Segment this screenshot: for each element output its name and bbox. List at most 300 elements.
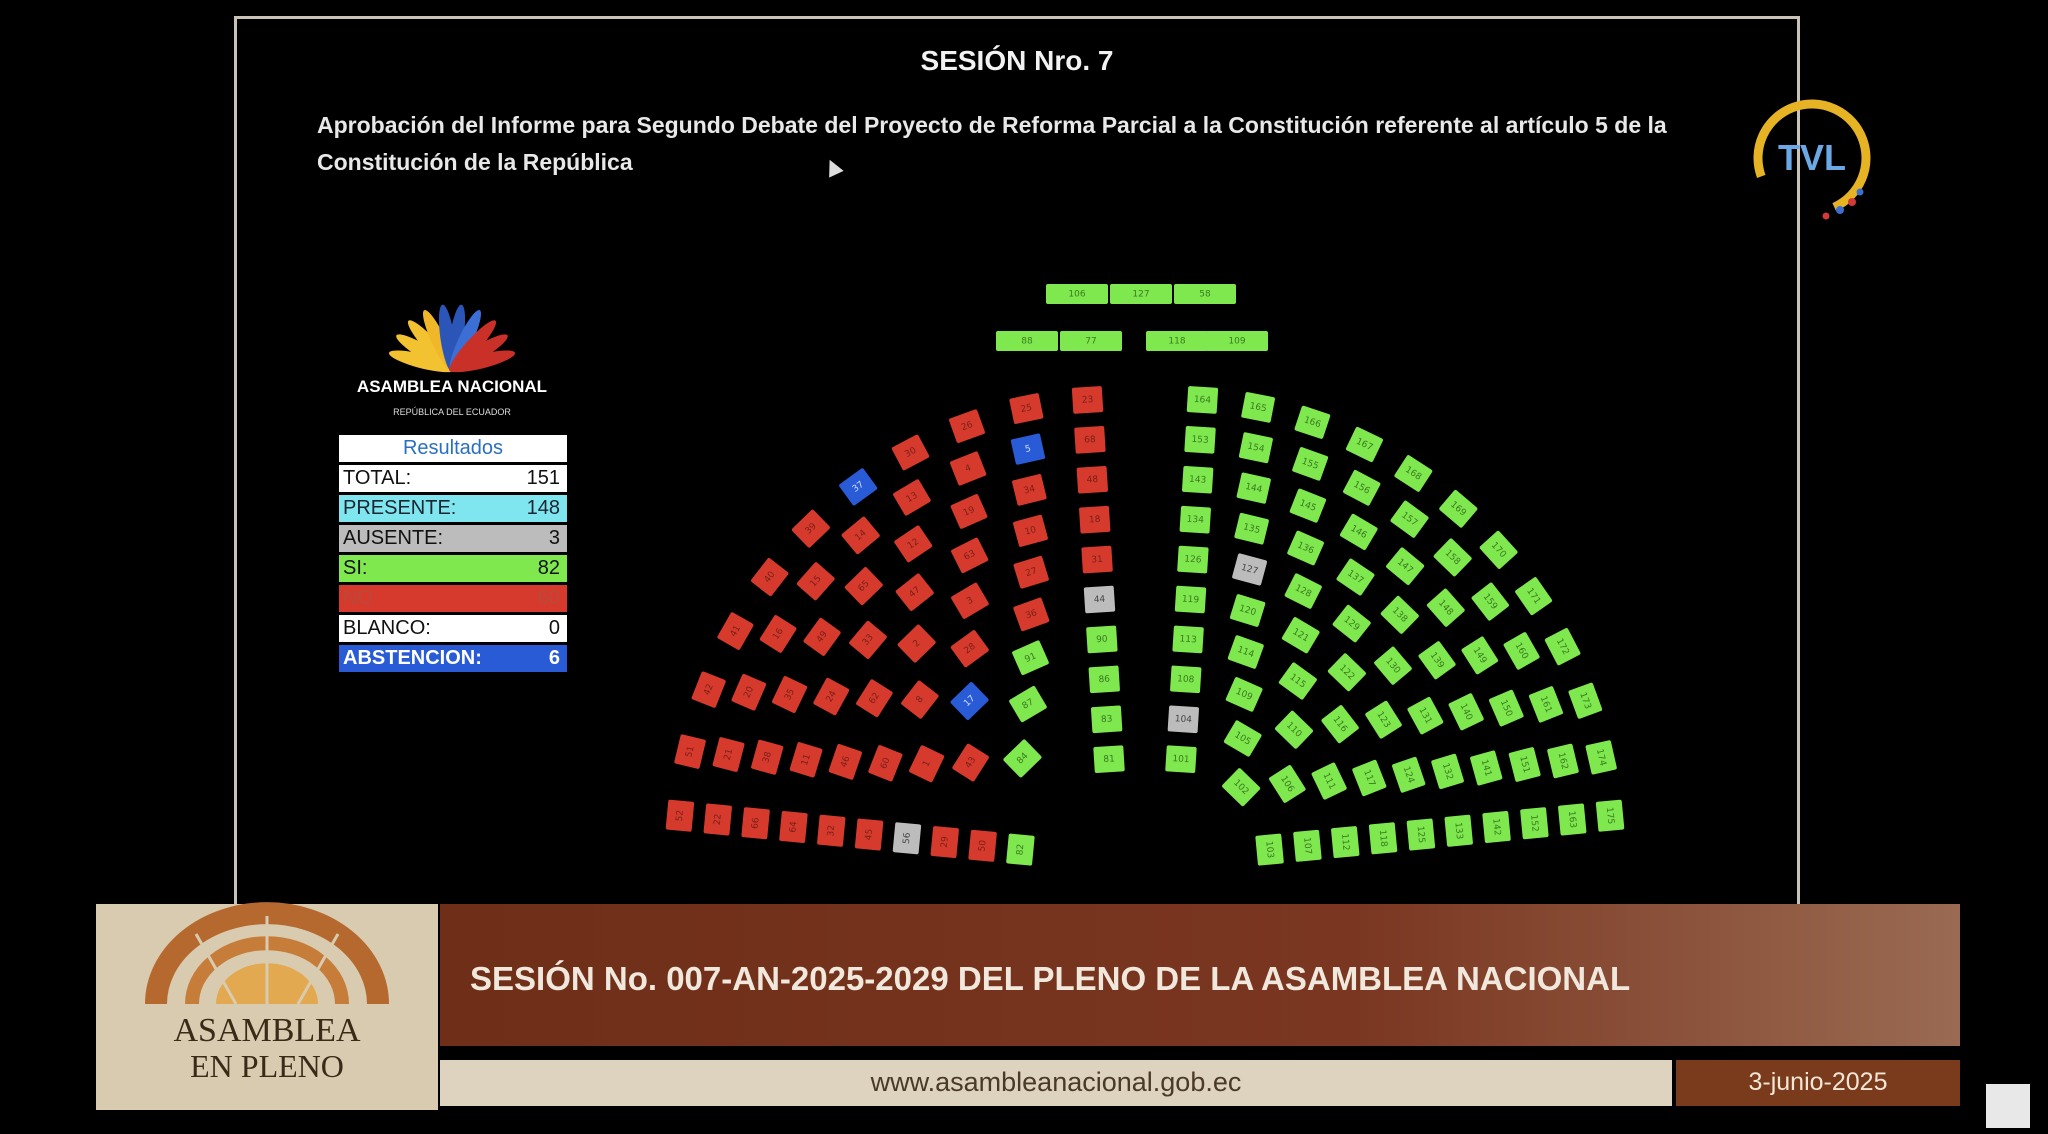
seat-number: 1 [921,759,933,769]
svg-text:TVL: TVL [1778,137,1846,178]
lower-third-banner [96,904,1960,1112]
broadcast-date: 3-junio-2025 [1748,1068,1888,1096]
seat-number: 66 [750,817,762,830]
seat-number: 171 [1524,586,1543,607]
seat-number: 91 [1023,651,1038,666]
seat-number: 147 [1394,557,1415,576]
seat [791,509,831,549]
seat-number: 28 [962,641,978,657]
seat [750,557,789,597]
seat-number: 16 [771,626,786,642]
seat [1174,284,1236,304]
seat-number: 33 [860,632,876,648]
seat [803,617,842,657]
seat-number: 62 [867,691,883,707]
seat [796,561,835,601]
seat-number: 65 [856,578,872,595]
seat-number: 25 [1019,402,1034,416]
seat-number: 107 [1301,836,1313,855]
seat-number: 109 [1228,336,1246,347]
seat [1373,646,1412,686]
seat [1342,469,1381,506]
result-row-presente [339,492,567,522]
seat [892,479,931,517]
seat-number: 136 [1295,540,1316,557]
seat-number: 23 [1081,395,1094,406]
seat [1336,558,1375,596]
seat [1110,284,1172,304]
seat-number: 26 [960,420,975,434]
seat [1221,767,1261,807]
seat [1488,689,1524,727]
seat-number: 140 [1457,702,1474,722]
seat-number: 82 [1015,843,1027,856]
seat [1284,573,1322,610]
seat-number: 77 [1085,336,1097,347]
seat [841,516,881,555]
seat [1046,284,1108,304]
seat [1392,756,1426,793]
result-label: SI: [343,557,368,579]
seat-number: 31 [1091,554,1104,566]
seat-number: 101 [1172,754,1190,766]
seat [996,331,1058,351]
session-title: SESIÓN Nro. 7 [920,45,1114,76]
seat [1146,331,1208,351]
seat [891,434,930,471]
asamblea-nacional-logo [352,269,552,439]
seat [1012,474,1047,506]
logo-line-2: EN PLENO [190,1048,344,1084]
seat-number: 20 [742,685,757,700]
website-url: www.asambleanacional.gob.ec [870,1067,1242,1097]
result-row-blanco [339,612,567,642]
seat [779,811,808,843]
seat [1281,616,1320,654]
seat-number: 170 [1488,540,1508,560]
seat [1544,627,1581,666]
seat-number: 146 [1348,523,1369,542]
seat-number: 106 [1278,774,1296,795]
seat-number: 163 [1565,810,1578,829]
seat [1268,764,1306,803]
seat [895,573,935,612]
seat-number: 58 [1199,289,1211,300]
seat-number: 47 [907,585,923,601]
seat [1292,447,1329,482]
seat [1470,750,1503,786]
seat [1172,626,1204,654]
lower-third-title: SESIÓN No. 007-AN-2025-2029 DEL PLENO DE LA ASAMBLEA NACIONAL [470,960,1631,997]
seat [855,818,884,850]
seat-number: 13 [904,490,920,506]
seat-number: 86 [1098,674,1111,686]
seat-number: 141 [1478,758,1493,778]
seat [1482,811,1511,843]
seat-number: 88 [1021,336,1033,347]
seat [1081,546,1113,574]
seat-number: 169 [1448,499,1468,519]
seat [1426,588,1465,628]
seat-number: 27 [1024,566,1039,580]
seat-number: 135 [1241,522,1262,537]
seat-number: 127 [1132,289,1150,300]
seat [1293,830,1322,862]
seat [717,612,754,651]
seat-number: 127 [1239,562,1260,578]
seat-number: 144 [1244,481,1264,496]
seat [848,620,887,660]
seat-number: 139 [1427,650,1446,671]
seat-number: 122 [1336,663,1357,683]
seat [1255,833,1284,865]
assembly-logo-subtitle: REPÚBLICA DEL ECUADOR [393,407,511,417]
seat [1079,506,1111,534]
seat [1438,489,1478,528]
title-bar [440,904,1960,1046]
seat-number: 148 [1435,598,1455,618]
result-label: PRESENTE: [343,497,457,519]
results-header: Resultados [339,435,567,462]
seat [1234,513,1269,545]
seat [674,734,706,769]
seat [771,675,807,713]
seat-number: 168 [1403,464,1424,483]
seat [894,525,933,563]
seat-number: 121 [1290,626,1311,645]
seat-number: 131 [1416,705,1434,726]
seat-number: 153 [1191,434,1209,446]
seat [1385,547,1425,586]
seat-number: 175 [1603,806,1616,825]
seat [1225,676,1263,712]
seat [968,830,997,862]
seat-number: 155 [1300,456,1320,472]
result-value: 3 [548,527,560,549]
seat-number: 157 [1399,510,1420,529]
seat-number: 11 [800,752,813,767]
result-label: BLANCO: [343,617,431,639]
seat [1418,640,1457,680]
seat-number: 5 [1024,444,1032,456]
seat [930,826,959,858]
seat-number: 24 [824,689,839,705]
seat-number: 37 [850,479,867,495]
seat [1433,538,1473,578]
seat [1407,696,1444,735]
seat-number: 110 [1284,720,1304,740]
seat [950,493,988,529]
seat [1394,454,1433,492]
result-value: 148 [526,497,560,519]
seat-number: 52 [674,809,686,822]
seat-number: 160 [1512,641,1530,662]
seat-number: 15 [808,573,824,590]
seat [1239,432,1274,464]
seat-number: 125 [1414,825,1427,844]
result-value: 60 [537,587,560,609]
seat [1479,530,1518,570]
seat [950,582,989,620]
seat [1431,753,1465,789]
seat [1289,488,1326,523]
seat [1311,762,1347,800]
seat-number: 158 [1442,548,1462,568]
seat-number: 162 [1555,751,1570,771]
seat [1013,514,1049,547]
seat-number: 64 [788,820,800,834]
result-label: AUSENTE: [343,527,444,549]
sunburst-logo-icon [352,269,552,379]
seat [1547,743,1579,778]
corner-watermark-icon [1986,1084,2030,1128]
seat-number: 161 [1537,694,1554,715]
result-value: 0 [548,617,560,639]
seat [703,803,732,835]
seat-number: 2 [911,638,923,650]
seat-number: 49 [815,629,830,645]
seat-number: 32 [826,824,838,837]
seat [1223,720,1262,758]
seat-number: 109 [1234,686,1254,703]
seat [1345,426,1383,462]
result-row-abstencion [339,642,567,672]
tvl-channel-logo [1752,98,1874,224]
seat [1568,682,1603,719]
seat [1229,594,1265,628]
seat [1294,405,1331,439]
seat-number: 113 [1179,634,1197,646]
hemicycle-seat-map [597,259,1697,859]
seat [1365,700,1403,739]
seat [1596,800,1625,832]
seat-number: 19 [961,505,977,519]
seat [1331,826,1360,858]
seat-number: 21 [722,747,736,762]
seat-number: 40 [762,569,778,585]
seat [1369,822,1398,854]
seat [950,681,990,721]
seat-number: 108 [1176,674,1195,686]
seat [844,566,884,606]
seat-number: 118 [1168,336,1186,347]
seat-number: 115 [1287,672,1308,691]
seat-number: 103 [1263,840,1275,859]
seat-number: 120 [1237,603,1258,619]
seat-number: 42 [702,682,716,698]
seat [1241,392,1275,423]
seat-number: 22 [712,813,724,826]
seat [1168,705,1200,733]
seat [1012,640,1050,676]
seat [1179,506,1211,534]
seat-number: 142 [1490,818,1502,837]
seat-number: 45 [864,828,876,841]
seat [1006,833,1035,865]
result-row-total [339,462,567,492]
seat-number: 68 [1083,434,1097,446]
seat-number: 167 [1354,436,1375,454]
seat-number: 83 [1100,714,1113,726]
seat-number: 152 [1528,814,1540,833]
seat-number: 39 [803,521,819,537]
seat-number: 90 [1095,634,1108,646]
seat [1060,331,1122,351]
result-value: 82 [537,557,560,579]
seat [1091,705,1123,733]
seat-number: 156 [1351,479,1372,497]
results-panel [339,435,567,672]
seat-number: 145 [1297,498,1318,514]
seat [1003,739,1043,779]
seat-number: 172 [1553,636,1571,657]
seat [1278,662,1318,701]
seat [1380,595,1420,635]
result-label: NO [343,587,373,609]
seat-number: 14 [853,528,869,544]
seat [1175,586,1207,614]
seat-number: 166 [1302,415,1322,431]
seat-number: 119 [1181,594,1200,606]
seat [1074,426,1106,454]
tvl-logo-icon [1752,98,1874,224]
seat-number: 41 [728,623,744,639]
result-row-ausente [339,522,567,552]
seat [1514,576,1552,615]
seat [900,680,939,720]
seat-number: 104 [1174,714,1193,726]
seat [1339,513,1378,551]
seat-number: 50 [977,839,989,853]
seat-number: 38 [761,750,775,765]
seat-number: 102 [1231,777,1251,798]
seat-number: 51 [684,744,697,759]
seat-number: 18 [1088,514,1101,526]
seat [1444,815,1473,847]
seat-number: 44 [1093,594,1106,606]
seat [1008,685,1047,723]
hemicycle-svg [597,259,1697,859]
result-row-si [339,552,567,582]
seat-number: 43 [963,755,979,771]
seat [1088,665,1120,693]
seat [751,739,784,775]
seat-number: 4 [963,463,973,475]
seat [1352,759,1387,796]
seat [1407,818,1436,850]
asamblea-en-pleno-logo [96,904,438,1110]
arch-logo-icon [96,904,438,1014]
seat [897,624,937,664]
seat [1077,466,1109,494]
seat [838,468,878,507]
seat-number: 60 [879,756,893,771]
seat-number: 126 [1183,554,1202,566]
seat [950,537,988,574]
seat [1236,472,1271,504]
assembly-logo-title: ASAMBLEA NACIONAL [356,377,548,396]
seat-number: 137 [1345,568,1366,587]
seat-number: 87 [1020,697,1036,712]
seat-number: 132 [1439,761,1455,782]
seat [1184,426,1216,454]
seat [1332,604,1372,643]
seat [855,679,893,718]
logo-line-1: ASAMBLEA [173,1012,361,1049]
seat-number: 143 [1188,474,1207,486]
seat [1520,807,1549,839]
seat [1013,597,1050,632]
seat [817,815,846,847]
seat-number: 17 [962,693,978,709]
date-bar [1676,1060,1960,1106]
seat-number: 117 [1361,768,1377,789]
result-label: TOTAL: [343,467,412,489]
seat [1009,393,1044,425]
seat [1471,582,1510,622]
seat-number: 130 [1383,656,1402,676]
seat [1558,803,1587,835]
seat-number: 159 [1480,592,1500,612]
seat [691,671,726,708]
seat-number: 111 [1320,771,1337,792]
seat-number: 151 [1517,755,1532,775]
seat-number: 150 [1497,698,1514,719]
seat [1508,747,1541,783]
seat-number: 129 [1341,614,1362,634]
seat-number: 118 [1376,829,1389,848]
seat [1084,586,1116,614]
seat [1585,740,1617,775]
seat-number: 46 [839,754,853,770]
seat [1086,626,1118,654]
result-row-no [339,582,567,612]
seat-number: 124 [1400,765,1416,785]
seat-number: 128 [1293,583,1313,600]
seat-number: 10 [1023,525,1038,538]
seat-number: 154 [1246,441,1266,455]
seat-number: 112 [1338,833,1351,852]
seat [789,742,823,778]
seat [952,743,990,782]
result-label: ABSTENCION: [343,647,482,669]
seat-number: 123 [1374,710,1392,730]
seat-number: 165 [1248,401,1268,415]
seat-number: 133 [1452,821,1465,840]
seat [813,677,850,716]
seat [1461,636,1499,675]
seat-number: 8 [914,694,926,706]
seat [1206,331,1268,351]
seat [1232,553,1268,586]
seat-number: 30 [903,445,919,461]
seat [1274,710,1314,750]
seat-number: 36 [1024,608,1039,622]
motion-description: Aprobación del Informe para Segundo Debate del Proyecto de Reforma Parcial a la Constitución referente al artículo 5 de la Constitución de la República [317,112,1667,175]
seat [1187,386,1219,414]
seat [1528,686,1563,723]
seat [868,745,903,782]
seat [1010,433,1045,465]
seat [1177,546,1209,574]
seat [759,614,797,653]
seat [731,673,767,711]
seat [949,451,986,486]
seat [1287,530,1325,566]
seat-number: 105 [1232,730,1253,748]
seat-number: 173 [1577,691,1593,711]
seat-number: 149 [1470,645,1489,666]
